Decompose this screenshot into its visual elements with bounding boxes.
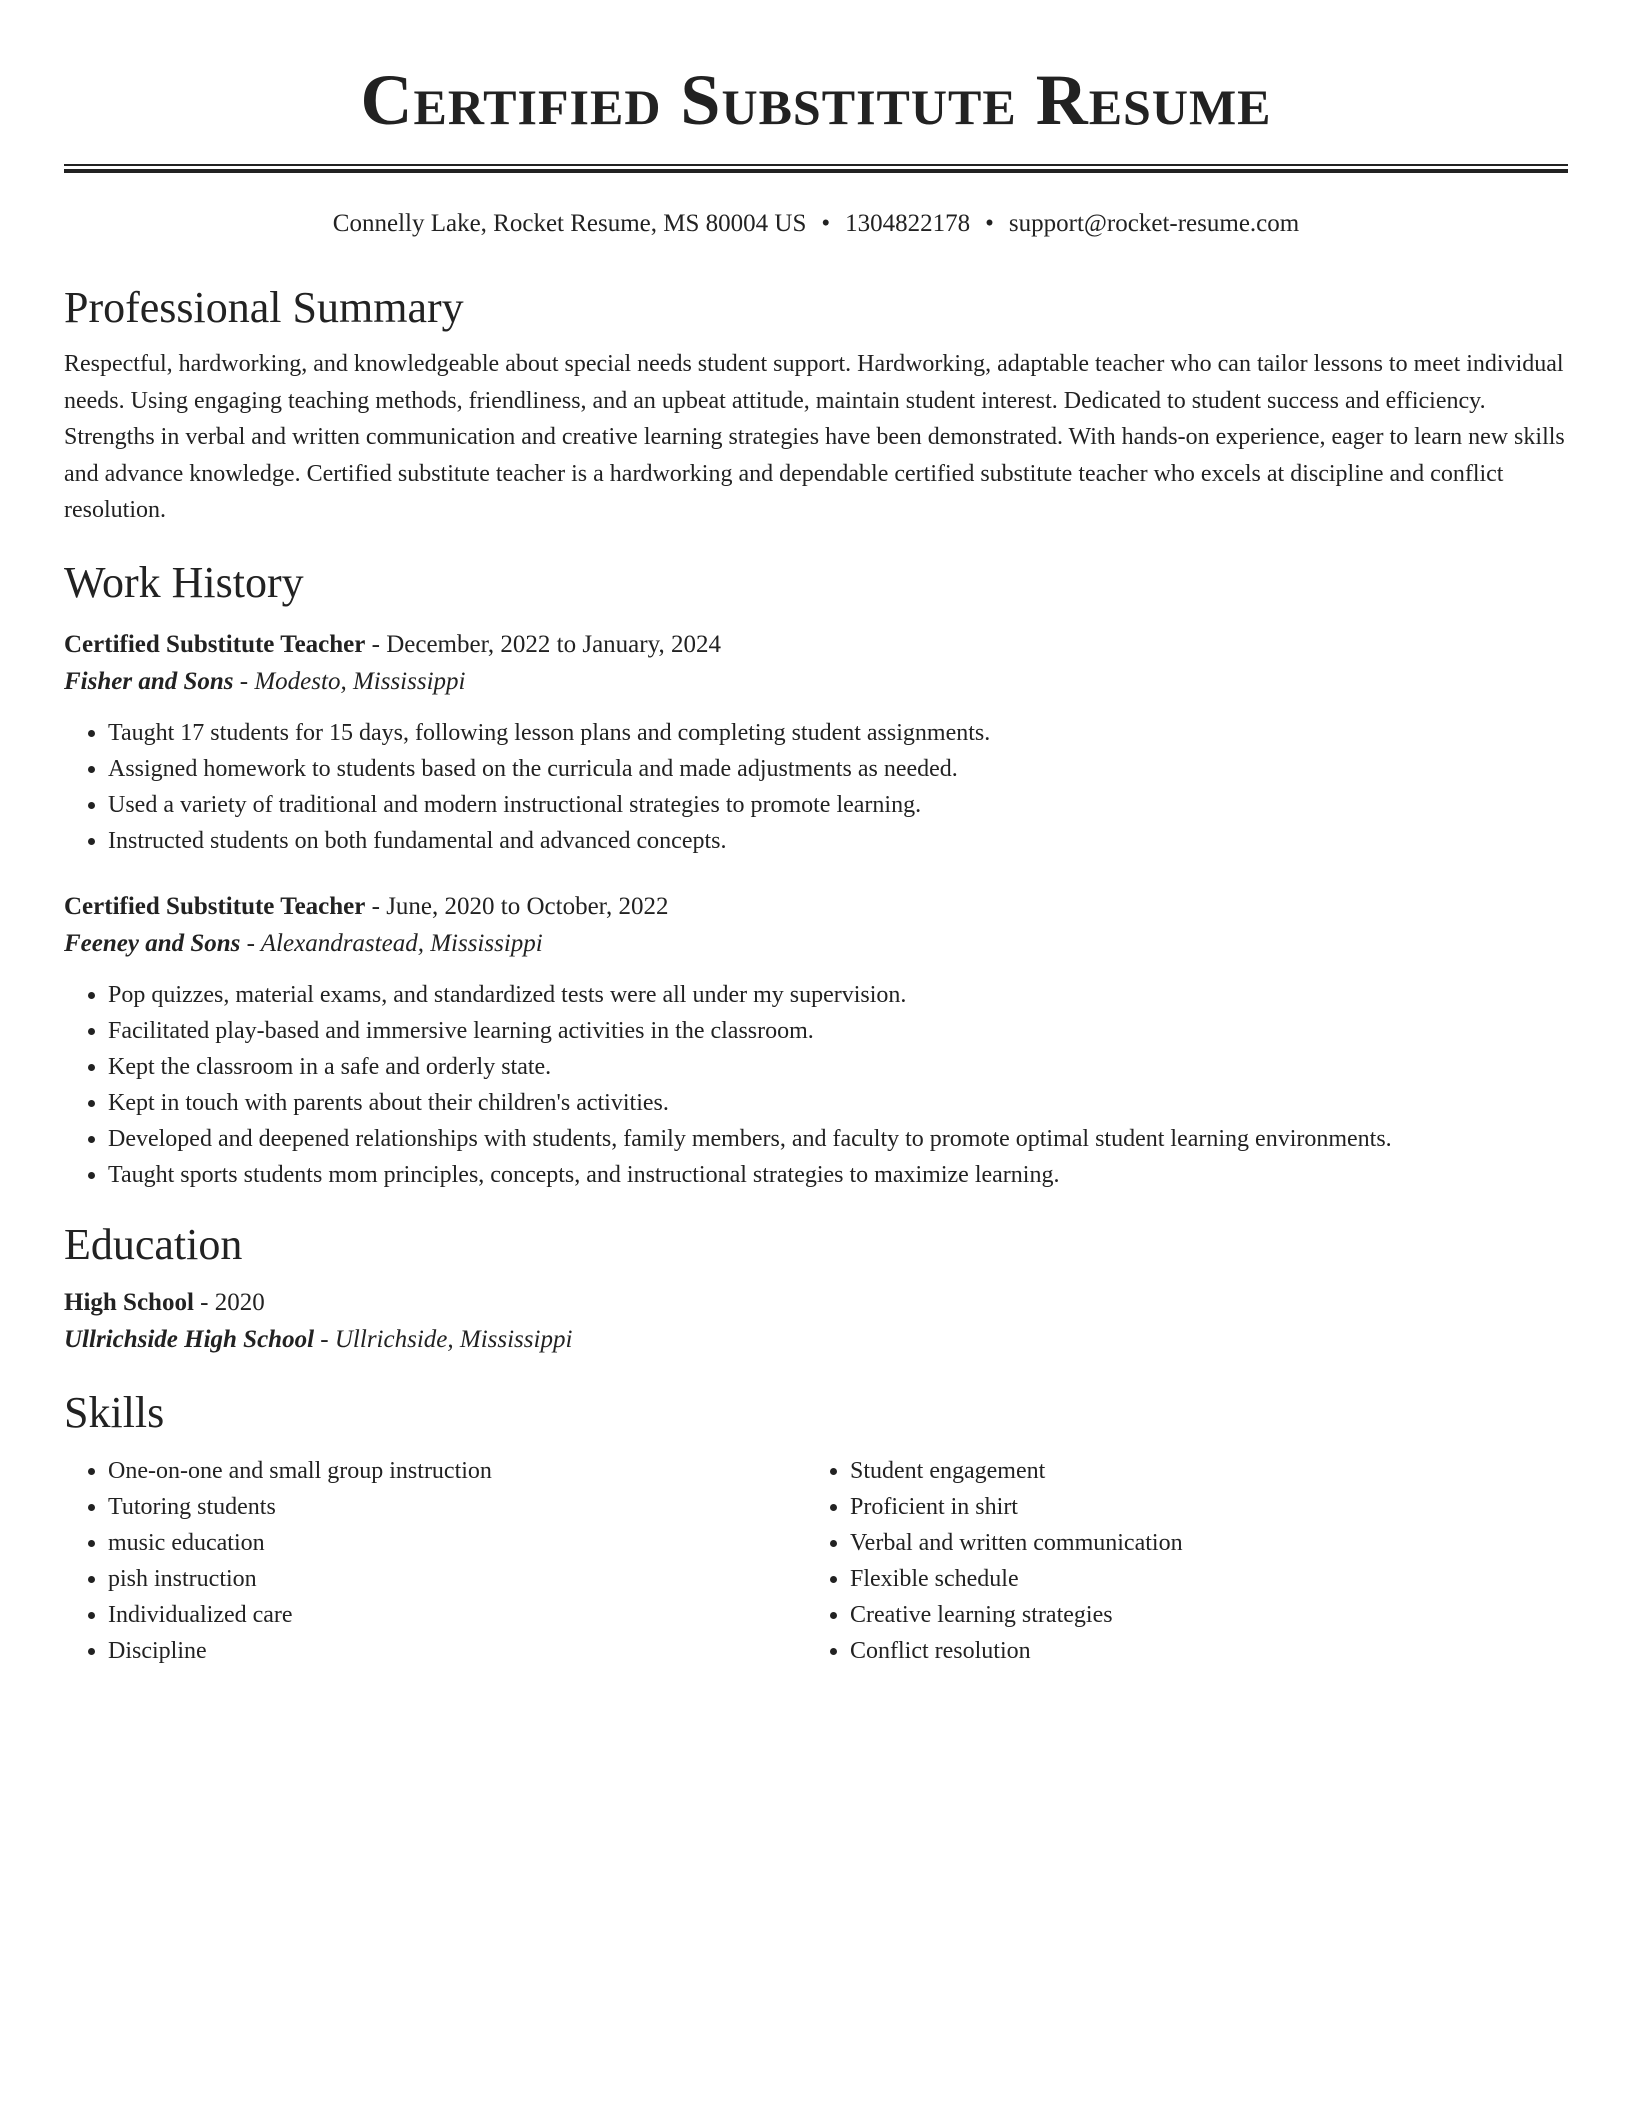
dash: - [240,929,261,957]
list-item: • Taught sports students mom principles, concepts, and instructional strategies to maximize learning. [108,1157,1568,1193]
contact-separator: • [985,210,994,237]
skills-list-left [64,1453,806,1669]
job-title-line [64,889,1568,925]
list-item: • Used a variety of traditional and modern instructional strategies to promote learning. [108,787,1568,823]
list-item: • Developed and deepened relationships with students, family members, and faculty to promote optimal student learning environments. [108,1121,1568,1157]
list-item: • Flexible schedule [850,1561,1548,1597]
list-item: • Facilitated play-based and immersive learning activities in the classroom. [108,1013,1568,1049]
job-dates: December, 2022 to January, 2024 [386,630,721,658]
education-school: Ullrichside High School [64,1325,315,1353]
dash: - [314,1325,335,1353]
list-item: • Taught 17 students for 15 days, following lesson plans and completing student assignments. [108,715,1568,751]
list-item: • Creative learning strategies [850,1597,1548,1633]
skills-list-right [806,1453,1548,1669]
list-item: • Conflict resolution [850,1633,1548,1669]
job-company-line [64,663,1568,701]
list-item: • music education [108,1525,806,1561]
work-history-heading: Work History [64,557,304,607]
job-title-line [64,627,1568,663]
job-duties-list [64,715,1568,859]
education-school-line [64,1321,1568,1359]
skills-heading: Skills [64,1387,165,1437]
list-item: • Proficient in shirt [850,1489,1548,1525]
job-company: Feeney and Sons [64,929,241,957]
job-location: Modesto, Mississippi [254,667,466,695]
list-item: • Verbal and written communication [850,1525,1548,1561]
title-divider [64,164,1568,173]
list-item: • Pop quizzes, material exams, and standardized tests were all under my supervision. [108,977,1568,1013]
education-location: Ullrichside, Mississippi [334,1325,573,1353]
contact-line [64,208,1568,240]
summary-text: Respectful, hardworking, and knowledgeable about special needs student support. Hardworking, adaptable teacher who can tailor lessons to meet individual needs. Using engaging teaching methods, friendliness, and an upbeat attitude, maintain student interest. Dedicated to student success and efficiency. Strengths in verbal and written communication and creative learning strategies have been demonstrated. With hands-on experience, eager to learn new skills and advance knowledge. Certified substitute teacher is a hardworking and dependable certified substitute teacher who excels at discipline and conflict resolution. [64,351,1565,523]
list-item: • Kept the classroom in a safe and orderly state. [108,1049,1568,1085]
job-entry [64,627,1568,859]
summary-heading: Professional Summary [64,283,464,332]
list-item: • Assigned homework to students based on the curricula and made adjustments as needed. [108,751,1568,787]
list-item: • pish instruction [108,1561,806,1597]
list-item: • One-on-one and small group instruction [108,1453,806,1489]
job-location: Alexandrastead, Mississippi [260,929,543,957]
list-item: • Kept in touch with parents about their children's activities. [108,1085,1568,1121]
education-entry [64,1285,1568,1359]
education-degree: High School [64,1288,194,1316]
list-item: • Student engagement [850,1453,1548,1489]
skills-columns [64,1453,1568,1669]
job-entry [64,889,1568,1193]
list-item: • Individualized care [108,1597,806,1633]
resume-title: Certified Substitute Resume [360,60,1272,140]
dash: - [233,667,255,695]
dash: - [365,630,387,658]
education-year: 2020 [214,1288,265,1316]
job-dates: June, 2020 to October, 2022 [386,892,669,920]
education-degree-line [64,1285,1568,1321]
job-title: Certified Substitute Teacher [64,892,366,920]
job-duties-list [64,977,1568,1193]
dash: - [193,1288,215,1316]
contact-address: Connelly Lake, Rocket Resume, MS 80004 US [332,210,807,237]
job-company: Fisher and Sons [64,667,234,695]
job-title: Certified Substitute Teacher [64,630,366,658]
contact-email: support@rocket-resume.com [1008,210,1300,237]
list-item: • Instructed students on both fundamental and advanced concepts. [108,823,1568,859]
contact-phone: 1304822178 [845,210,971,237]
list-item: • Discipline [108,1633,806,1669]
education-heading: Education [64,1219,243,1269]
contact-separator: • [821,210,831,237]
list-item: • Tutoring students [108,1489,806,1525]
dash: - [365,892,387,920]
job-company-line [64,925,1568,963]
